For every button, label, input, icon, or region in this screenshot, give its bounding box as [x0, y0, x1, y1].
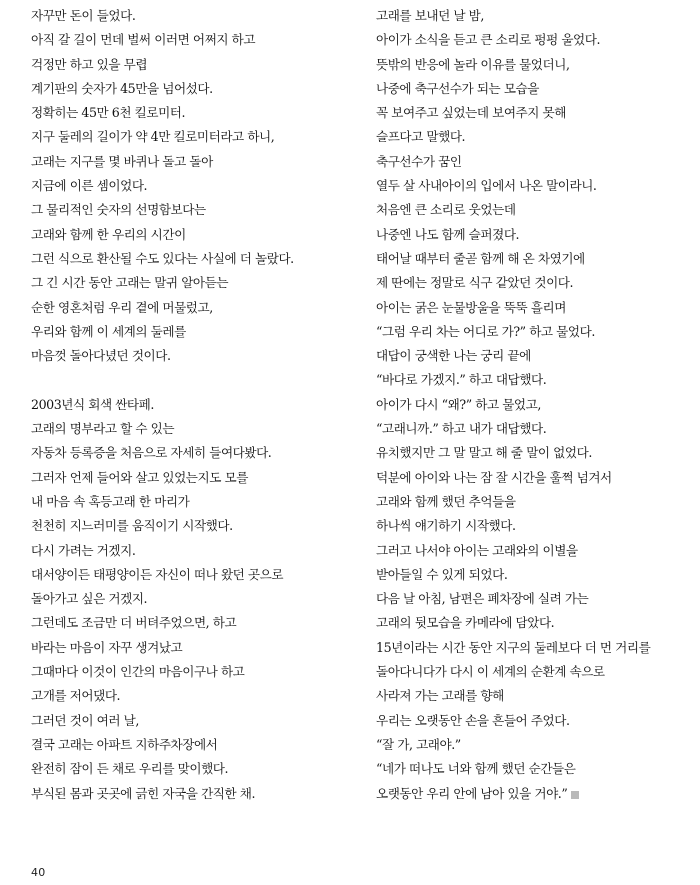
left-column — [31, 4, 351, 806]
text-line: 2003년식 회색 싼타페. — [31, 396, 154, 412]
text-line: 축구선수가 꿈인 — [376, 153, 462, 169]
text-line: 정확히는 45만 6천 킬로미터. — [31, 105, 186, 121]
text-line: 부식된 몸과 곳곳에 긁힌 자국을 간직한 채. — [31, 785, 256, 801]
text-line: 그런데도 조금만 더 버텨주었으면, 하고 — [31, 615, 237, 631]
text-line: 유치했지만 그 말 말고 해 줄 말이 없었다. — [376, 445, 592, 461]
text-line: 사라져 가는 고래를 향해 — [376, 688, 504, 704]
end-of-article-mark-icon — [571, 791, 579, 799]
text-line: 그러자 언제 들어와 살고 있었는지도 모를 — [31, 469, 248, 485]
text-line: 바라는 마음이 자꾸 생겨났고 — [31, 639, 183, 655]
text-line: “바다로 가겠지.” 하고 대답했다. — [376, 372, 547, 388]
text-line: 고래는 지구를 몇 바퀴나 돌고 돌아 — [31, 153, 213, 169]
text-line: 내 마음 속 혹등고래 한 마리가 — [31, 493, 190, 509]
text-line: 나중엔 나도 함께 슬퍼졌다. — [376, 226, 520, 242]
text-line: 대답이 궁색한 나는 궁리 끝에 — [376, 348, 531, 364]
text-line: 나중에 축구선수가 되는 모습을 — [376, 80, 539, 96]
text-line: 아이가 소식을 듣고 큰 소리로 펑펑 울었다. — [376, 32, 601, 48]
text-line: 슬프다고 말했다. — [376, 129, 466, 145]
text-line: 천천히 지느러미를 움직이기 시작했다. — [31, 518, 233, 534]
text-line: 고래와 함께 했던 추억들을 — [376, 493, 516, 509]
text-line: 아이가 다시 “왜?” 하고 물었고, — [376, 396, 541, 412]
page-number: 40 — [31, 866, 46, 879]
text-line: 지구 둘레의 길이가 약 4만 킬로미터라고 하니, — [31, 129, 275, 145]
text-line: 그때마다 이것이 인간의 마음이구나 하고 — [31, 664, 245, 680]
text-line: 그러고 나서야 아이는 고래와의 이별을 — [376, 542, 578, 558]
text-line: 자꾸만 돈이 들었다. — [31, 8, 136, 23]
text-line: 돌아다니다가 다시 이 세계의 순환계 속으로 — [376, 664, 605, 680]
text-line: “그럼 우리 차는 어디로 가?” 하고 물었다. — [376, 323, 595, 339]
text-line: 마음껏 돌아다녔던 것이다. — [31, 348, 171, 364]
text-line: “네가 떠나도 너와 함께 했던 순간들은 — [376, 761, 576, 777]
text-line: 걱정만 하고 있을 무렵 — [31, 56, 148, 72]
text-line: 태어날 때부터 줄곧 함께 해 온 차였기에 — [376, 250, 585, 266]
text-line: 하나씩 얘기하기 시작했다. — [376, 518, 516, 534]
text-line: 우리와 함께 이 세계의 둘레를 — [31, 323, 186, 339]
text-line: “잘 가, 고래야.” — [376, 736, 461, 752]
text-line: 그 긴 시간 동안 고래는 말귀 알아듣는 — [31, 275, 229, 291]
text-line: 자동차 등록증을 처음으로 자세히 들여다봤다. — [31, 445, 272, 461]
text-line: 열두 살 사내아이의 입에서 나온 말이라니. — [376, 178, 597, 194]
text-line: 꼭 보여주고 싶었는데 보여주지 못해 — [376, 105, 566, 121]
text-line-content: 오랫동안 우리 안에 남아 있을 거야.” — [376, 785, 568, 801]
text-line: 아이는 굵은 눈물방울을 뚝뚝 흘리며 — [376, 299, 566, 315]
text-line: 그런 식으로 환산될 수도 있다는 사실에 더 놀랐다. — [31, 250, 294, 266]
text-line: 고래와 함께 한 우리의 시간이 — [31, 226, 186, 242]
text-line: 덕분에 아이와 나는 잠 잘 시간을 훌쩍 넘겨서 — [376, 469, 612, 485]
text-line: 완전히 잠이 든 채로 우리를 맞이했다. — [31, 761, 229, 777]
text-line: 고래의 명부라고 할 수 있는 — [31, 421, 175, 437]
final-text-line — [376, 782, 694, 806]
text-line: 고개를 저어댔다. — [31, 688, 121, 704]
paragraph-break — [31, 368, 351, 392]
text-line: 처음엔 큰 소리로 웃었는데 — [376, 202, 516, 218]
right-column — [376, 4, 694, 806]
text-line: 아직 갈 길이 먼데 벌써 이러면 어쩌지 하고 — [31, 32, 256, 48]
text-line: 다시 가려는 거겠지. — [31, 542, 136, 558]
text-line: 순한 영혼처럼 우리 곁에 머물렀고, — [31, 299, 213, 315]
text-line: 받아들일 수 있게 되었다. — [376, 566, 508, 582]
text-line: 우리는 오랫동안 손을 흔들어 주었다. — [376, 712, 570, 728]
text-line: 지금에 이른 셈이었다. — [31, 178, 148, 194]
text-line: 고래를 보내던 날 밤, — [376, 8, 484, 23]
text-line: 계기판의 숫자가 45만을 넘어섰다. — [31, 80, 213, 96]
text-line: 그 물리적인 숫자의 선명함보다는 — [31, 202, 206, 218]
text-line: 15년이라는 시간 동안 지구의 둘레보다 더 먼 거리를 — [376, 639, 651, 655]
text-line: 대서양이든 태평양이든 자신이 떠나 왔던 곳으로 — [31, 566, 284, 582]
text-line: “고래니까.” 하고 내가 대답했다. — [376, 421, 547, 437]
text-line: 돌아가고 싶은 거겠지. — [31, 591, 148, 607]
text-line: 그러던 것이 여러 날, — [31, 712, 139, 728]
text-line: 다음 날 아침, 남편은 폐차장에 실려 가는 — [376, 591, 589, 607]
text-line: 제 딴에는 정말로 식구 같았던 것이다. — [376, 275, 574, 291]
paragraph — [31, 393, 351, 806]
text-line: 고래의 뒷모습을 카메라에 담았다. — [376, 615, 555, 631]
text-line: 뜻밖의 반응에 놀라 이유를 물었더니, — [376, 56, 570, 72]
text-line: 결국 고래는 아파트 지하주차장에서 — [31, 736, 218, 752]
paragraph — [31, 4, 351, 368]
